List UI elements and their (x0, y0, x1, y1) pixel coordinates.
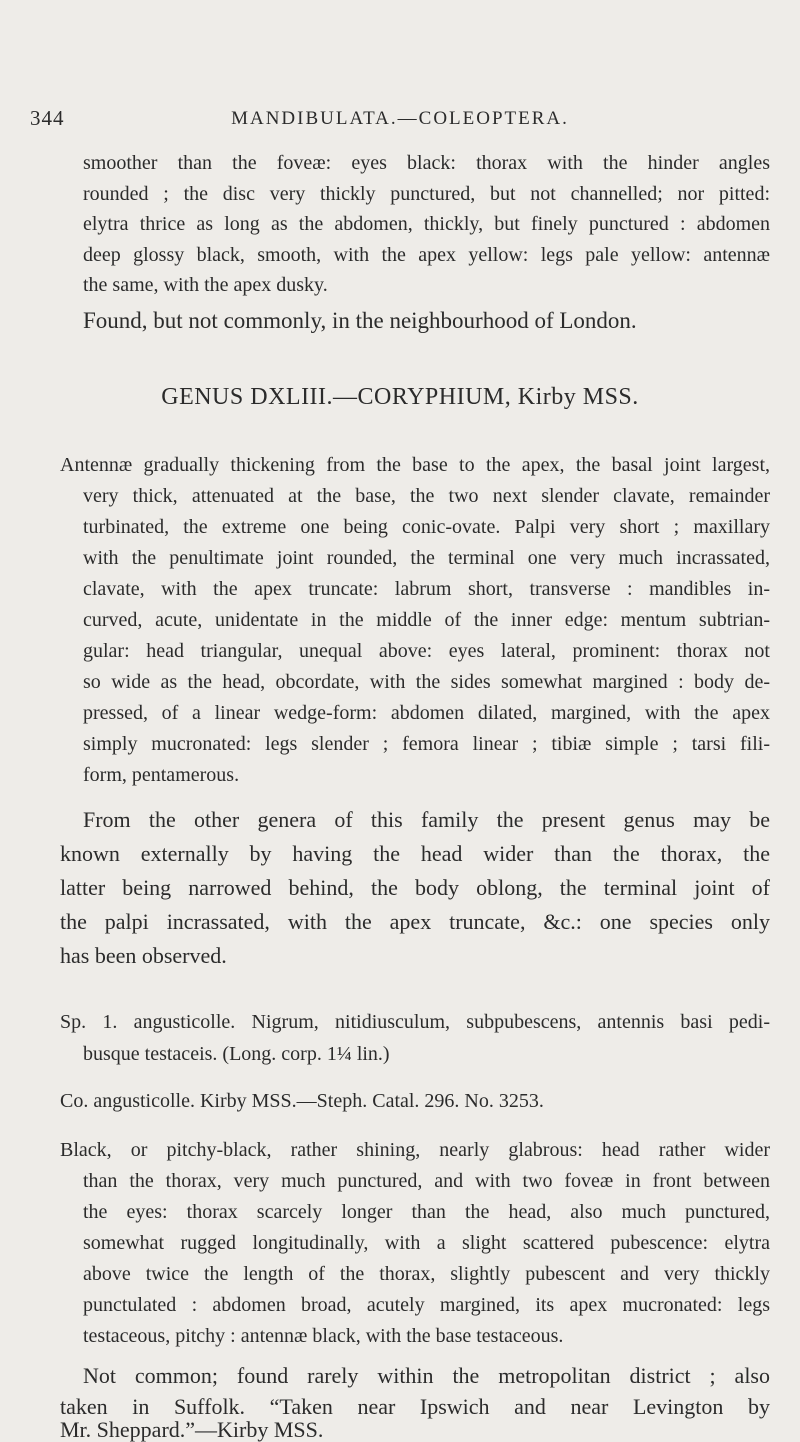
text-line: turbinated, the extreme one being conic-ovate. Palpi very short ; maxillary (83, 516, 770, 538)
text-line: the same, with the apex dusky. (83, 274, 328, 296)
page-header (30, 106, 770, 136)
text-line: above twice the length of the thorax, slightly pubescent and very thickly (83, 1263, 770, 1285)
text-line: very thick, attenuated at the base, the two next slender clavate, remainder (83, 485, 770, 507)
text-line: Not common; found rarely within the metropolitan district ; also (83, 1363, 770, 1388)
text-line: testaceous, pitchy : antennæ black, with the base testaceous. (83, 1325, 564, 1347)
text-line: form, pentamerous. (83, 764, 240, 786)
text-line: so wide as the head, obcordate, with the sides somewhat margined : body de- (83, 671, 770, 693)
text-line: Mr. Sheppard.”—Kirby MSS. (60, 1417, 324, 1442)
locality-note: Found, but not commonly, in the neighbourhood of London. (83, 308, 637, 333)
text-line: has been observed. (60, 943, 227, 968)
text-line: rounded ; the disc very thickly punctured, but not channelled; nor pitted: (83, 183, 770, 205)
running-title: MANDIBULATA.—COLEOPTERA. (231, 108, 569, 129)
text-line: elytra thrice as long as the abdomen, thickly, but finely punctured : abdomen (83, 213, 770, 235)
text-line: the eyes: thorax scarcely longer than the head, also much punctured, (83, 1201, 770, 1223)
text-line: clavate, with the apex truncate: labrum short, transverse : mandibles in- (83, 578, 770, 600)
text-line: latter being narrowed behind, the body oblong, the terminal joint of (60, 875, 770, 900)
genus-heading: GENUS DXLIII.—CORYPHIUM, Kirby MSS. (161, 384, 639, 410)
page-number: 344 (30, 106, 65, 130)
text-line: deep glossy black, smooth, with the apex yellow: legs pale yellow: antennæ (83, 244, 770, 266)
text-line: simply mucronated: legs slender ; femora linear ; tibiæ simple ; tarsi fili- (83, 733, 770, 755)
text-line: known externally by having the head wider than the thorax, the (60, 841, 770, 866)
synonymy: Co. angusticolle. Kirby MSS.—Steph. Catal. 296. No. 3253. (60, 1090, 544, 1112)
text-line: pressed, of a linear wedge-form: abdomen dilated, margined, with the apex (83, 702, 770, 724)
text-line: than the thorax, very much punctured, and with two foveæ in front between (83, 1170, 770, 1192)
text-line: busque testaceis. (Long. corp. 1¼ lin.) (83, 1043, 390, 1065)
text-line: Sp. 1. angusticolle. Nigrum, nitidiusculum, subpubescens, antennis basi pedi- (60, 1011, 770, 1033)
text-line: the palpi incrassated, with the apex truncate, &c.: one species only (60, 909, 770, 934)
text-line: somewhat rugged longitudinally, with a slight scattered pubescence: elytra (83, 1232, 770, 1254)
text-line: curved, acute, unidentate in the middle of the inner edge: mentum subtrian- (83, 609, 770, 631)
text-line: with the penultimate joint rounded, the terminal one very much incrassated, (83, 547, 770, 569)
text-line: gular: head triangular, unequal above: eyes lateral, prominent: thorax not (83, 640, 770, 662)
text-line: Black, or pitchy-black, rather shining, nearly glabrous: head rather wider (60, 1139, 770, 1161)
text-line: punctulated : abdomen broad, acutely margined, its apex mucronated: legs (83, 1294, 770, 1316)
text-line: taken in Suffolk. “Taken near Ipswich and near Levington by (60, 1394, 770, 1419)
text-line: smoother than the foveæ: eyes black: thorax with the hinder angles (83, 152, 770, 174)
text-line: From the other genera of this family the present genus may be (83, 807, 770, 832)
text-line: Antennæ gradually thickening from the base to the apex, the basal joint largest, (60, 454, 770, 476)
